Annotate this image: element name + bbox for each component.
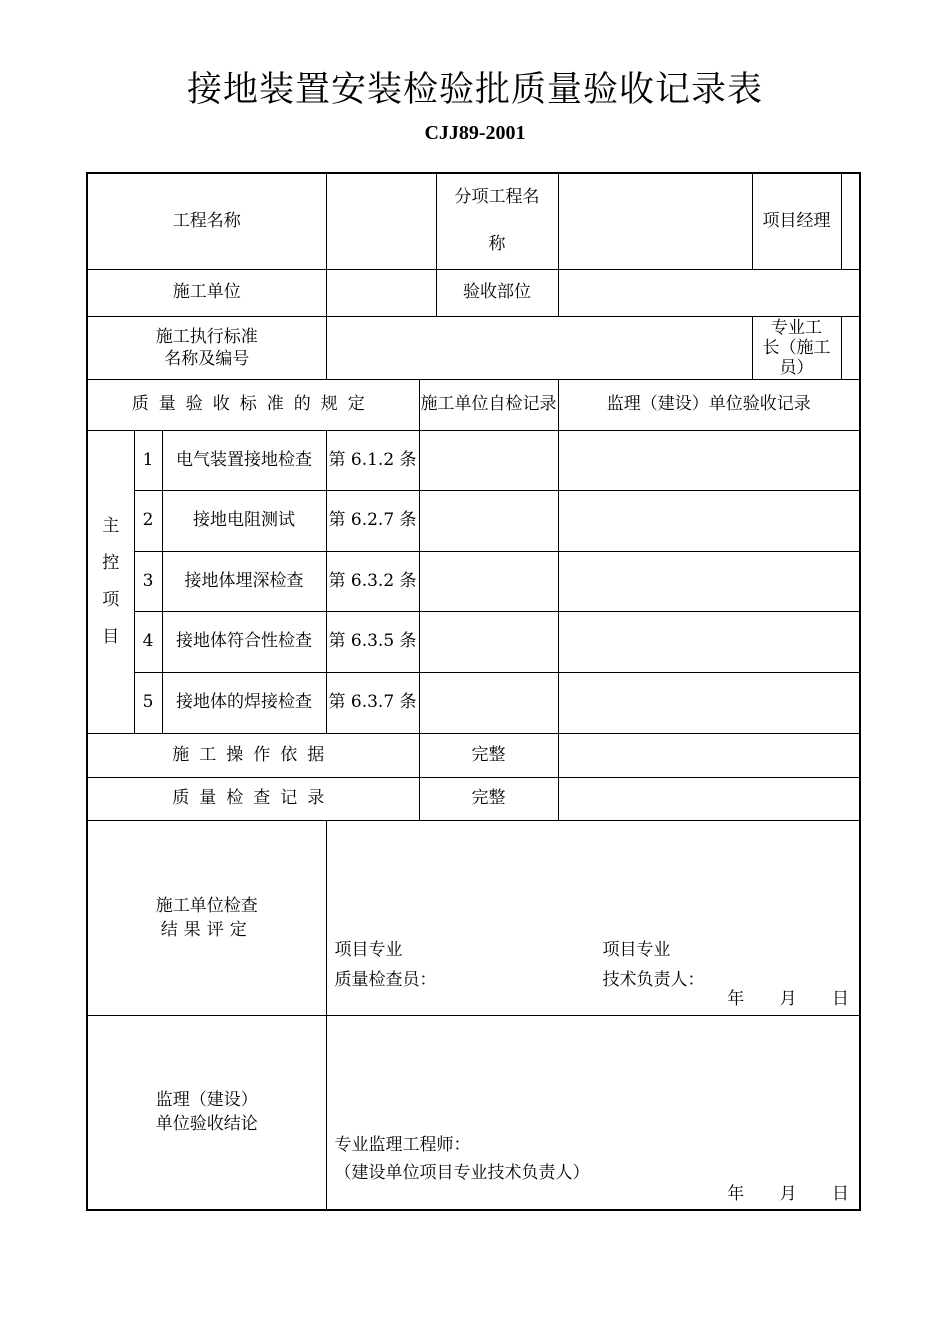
item-clause: 第 6.2.7 条 — [326, 490, 419, 551]
date-year: 年 — [727, 1183, 745, 1204]
item-number: 1 — [134, 430, 162, 490]
acceptance-record-table — [86, 172, 861, 1211]
item-number: 5 — [134, 672, 162, 733]
owner-tech-lead-label: （建设单位项目专业技术负责人） — [334, 1162, 590, 1183]
item-self-check-field[interactable] — [419, 672, 558, 733]
manager-label: 项目经理 — [752, 173, 841, 269]
standard-label: 施工执行标准 名称及编号 — [87, 316, 326, 379]
item-supervision-field[interactable] — [558, 611, 860, 672]
acceptance-part-label: 验收部位 — [436, 269, 558, 316]
item-name: 接地体的焊接检查 — [162, 672, 326, 733]
construction-eval-field[interactable] — [326, 820, 860, 1015]
date-year: 年 — [727, 989, 745, 1010]
item-supervision-field[interactable] — [558, 551, 860, 611]
operation-basis-supervision[interactable] — [558, 733, 860, 777]
standard-field[interactable] — [326, 316, 752, 379]
project-name-field[interactable] — [326, 173, 436, 269]
item-supervision-field[interactable] — [558, 490, 860, 551]
tech-lead-label-line2: 技术负责人： — [602, 969, 705, 990]
date-day: 日 — [832, 1183, 850, 1204]
item-number: 4 — [134, 611, 162, 672]
sub-item-field[interactable] — [558, 173, 752, 269]
foreman-field[interactable] — [841, 316, 860, 379]
acceptance-part-field[interactable] — [558, 269, 860, 316]
item-self-check-field[interactable] — [419, 551, 558, 611]
standard-column-header: 质量验收标准的规定 — [87, 379, 419, 430]
item-self-check-field[interactable] — [419, 490, 558, 551]
item-clause: 第 6.3.2 条 — [326, 551, 419, 611]
operation-basis-label: 施工操作依据 — [87, 733, 419, 777]
item-name: 接地体符合性检查 — [162, 611, 326, 672]
supervision-conclusion-label: 监理（建设） 单位验收结论 — [87, 1015, 326, 1210]
construction-unit-label: 施工单位 — [87, 269, 326, 316]
construction-eval-date[interactable] — [697, 988, 849, 1010]
quality-record-supervision[interactable] — [558, 777, 860, 820]
tech-lead-label-line1: 项目专业 — [602, 939, 671, 960]
date-month: 月 — [779, 1183, 797, 1204]
quality-inspector-label-line1: 项目专业 — [334, 939, 403, 960]
foreman-label: 专业工 长（施工 员） — [752, 316, 841, 379]
item-clause: 第 6.1.2 条 — [326, 430, 419, 490]
supervision-column-header: 监理（建设）单位验收记录 — [558, 379, 860, 430]
item-supervision-field[interactable] — [558, 672, 860, 733]
item-name: 电气装置接地检查 — [162, 430, 326, 490]
main-control-label: 主 控 项 目 — [87, 430, 134, 733]
date-day: 日 — [832, 989, 850, 1010]
item-self-check-field[interactable] — [419, 430, 558, 490]
item-name: 接地电阻测试 — [162, 490, 326, 551]
supervision-conclusion-field[interactable] — [326, 1015, 860, 1210]
item-clause: 第 6.3.5 条 — [326, 611, 419, 672]
item-name: 接地体埋深检查 — [162, 551, 326, 611]
item-number: 3 — [134, 551, 162, 611]
form-title: 接地装置安装检验批质量验收记录表 — [186, 70, 763, 110]
quality-record-self-check[interactable]: 完整 — [419, 777, 558, 820]
standard-code: CJJ89-2001 — [424, 122, 526, 144]
supervision-conclusion-date[interactable] — [697, 1183, 849, 1205]
operation-basis-self-check[interactable]: 完整 — [419, 733, 558, 777]
construction-unit-field[interactable] — [326, 269, 436, 316]
item-number: 2 — [134, 490, 162, 551]
project-name-label: 工程名称 — [87, 173, 326, 269]
item-supervision-field[interactable] — [558, 430, 860, 490]
supervision-engineer-label: 专业监理工程师： — [334, 1134, 471, 1155]
item-self-check-field[interactable] — [419, 611, 558, 672]
quality-record-label: 质量检查记录 — [87, 777, 419, 820]
quality-inspector-label-line2: 质量检查员： — [334, 969, 437, 990]
item-clause: 第 6.3.7 条 — [326, 672, 419, 733]
construction-eval-label: 施工单位检查 结果评定 — [87, 820, 326, 1015]
self-check-column-header: 施工单位自检记录 — [419, 379, 558, 430]
manager-field[interactable] — [841, 173, 860, 269]
sub-item-label: 分项工程名 称 — [436, 173, 558, 269]
date-month: 月 — [779, 989, 797, 1010]
